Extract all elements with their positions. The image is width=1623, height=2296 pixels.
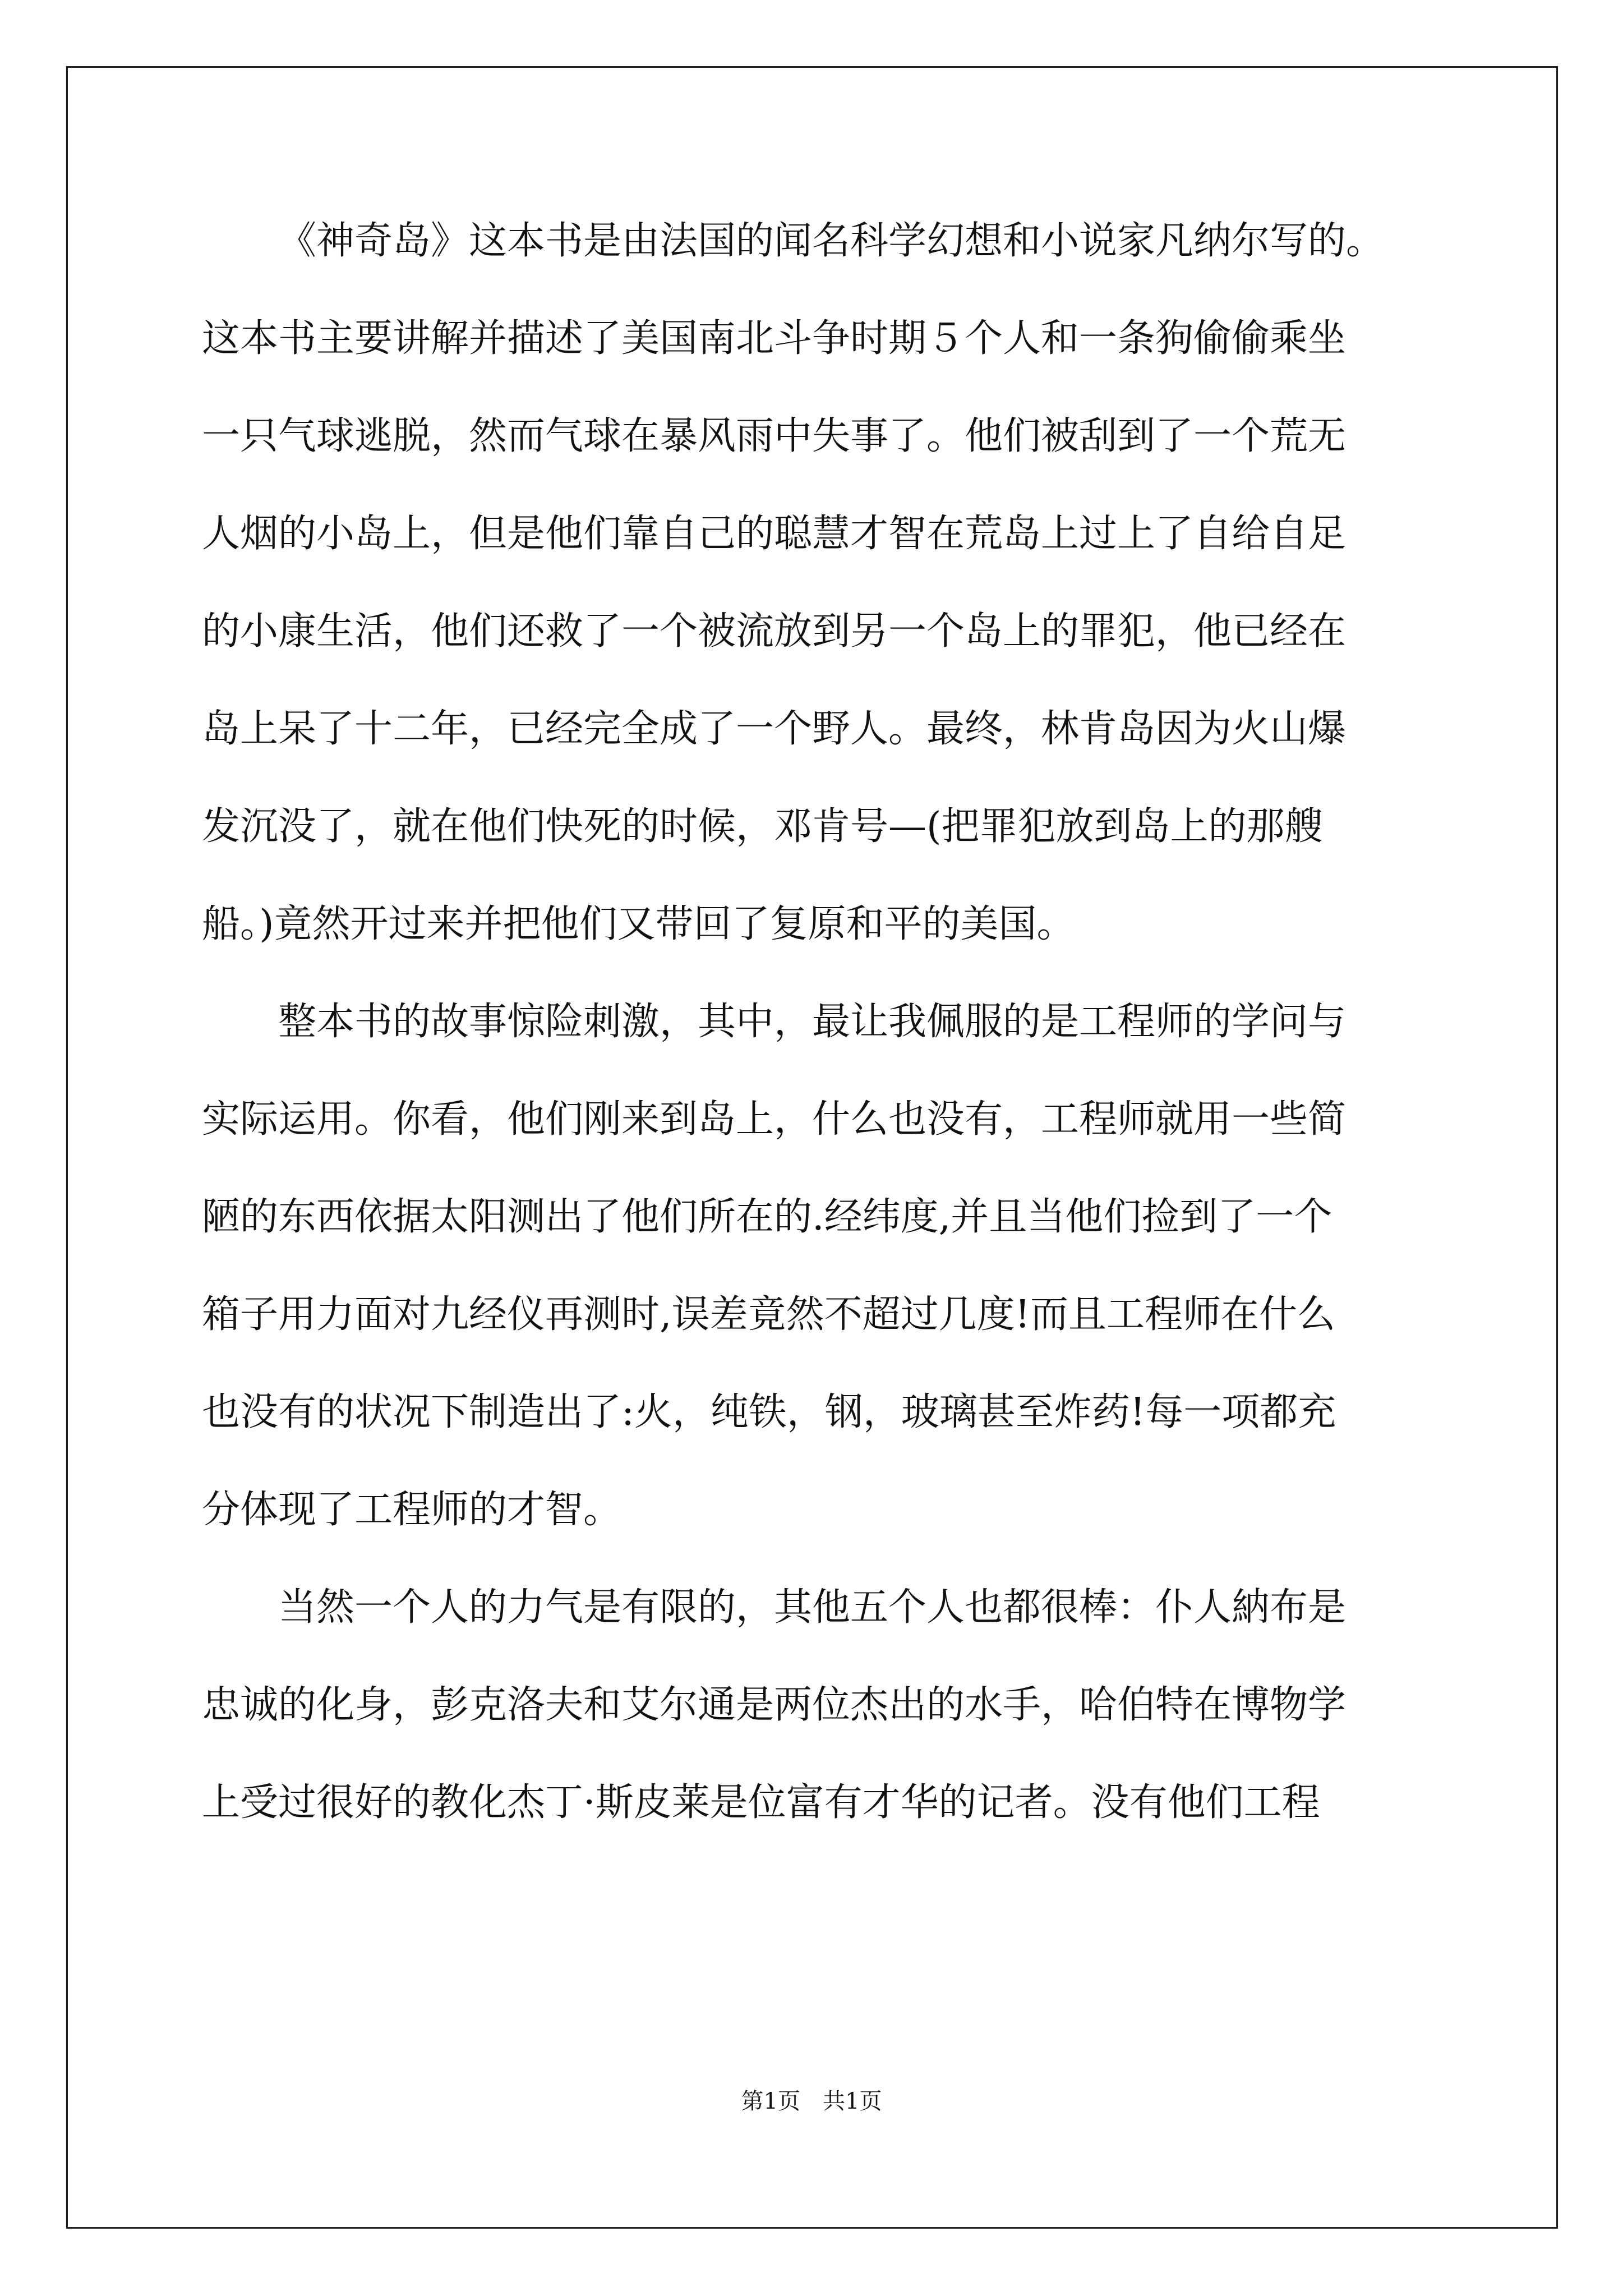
- paragraph-2-line-4: 箱子用力面对九经仪再测时,误差竟然不超过几度!而且工程师在什么: [202, 1292, 1335, 1337]
- paragraph-2-line-5: 也没有的状况下制造出了:火，纯铁，钢，玻璃甚至炸药!每一项都充: [202, 1390, 1336, 1434]
- paragraph-1-line-6: 岛上呆了十二年，已经完全成了一个野人。最终，林肯岛因为火山爆: [202, 707, 1347, 751]
- paragraph-1-line-5: 的小康生活，他们还救了一个被流放到另一个岛上的罪犯，他已经在: [202, 609, 1347, 654]
- paragraph-2-line-3: 陋的东西依据太阳测出了他们所在的.经纬度,并且当他们捡到了一个: [202, 1195, 1332, 1239]
- paragraph-2-line-2: 实际运用。你看，他们刚来到岛上，什么也没有，工程师就用一些简: [202, 1097, 1347, 1142]
- paragraph-1-line-2: 这本书主要讲解并描述了美国南北斗争时期５个人和一条狗偷偷乘坐: [202, 316, 1347, 361]
- paragraph-1-line-1: 《神奇岛》这本书是由法国的闻名科学幻想和小说家凡纳尔写的。: [278, 219, 1385, 263]
- paragraph-3-line-3: 上受过很好的教化杰丁·斯皮莱是位富有才华的记者。没有他们工程: [202, 1780, 1320, 1825]
- paragraph-1-line-4: 人烟的小岛上，但是他们靠自己的聪慧才智在荒岛上过上了自给自足: [202, 512, 1347, 556]
- page-number-footer: 第1页 共1页: [741, 2088, 882, 2114]
- paragraph-1-line-3: 一只气球逃脱，然而气球在暴风雨中失事了。他们被刮到了一个荒无: [202, 414, 1347, 458]
- paragraph-3-line-2: 忠诚的化身，彭克洛夫和艾尔通是两位杰出的水手，哈伯特在博物学: [202, 1683, 1347, 1727]
- paragraph-2-line-6: 分体现了工程师的才智。: [202, 1488, 622, 1532]
- paragraph-3-line-1: 当然一个人的力气是有限的，其他五个人也都很棒：仆人納布是: [278, 1585, 1347, 1630]
- paragraph-1-line-8: 船。)竟然开过来并把他们又带回了复原和平的美国。: [202, 902, 1075, 946]
- paragraph-1-line-7: 发沉没了，就在他们快死的时候，邓肯号—(把罪犯放到岛上的那艘: [202, 804, 1323, 849]
- paragraph-2-line-1: 整本书的故事惊险刺激，其中，最让我佩服的是工程师的学问与: [278, 1000, 1347, 1044]
